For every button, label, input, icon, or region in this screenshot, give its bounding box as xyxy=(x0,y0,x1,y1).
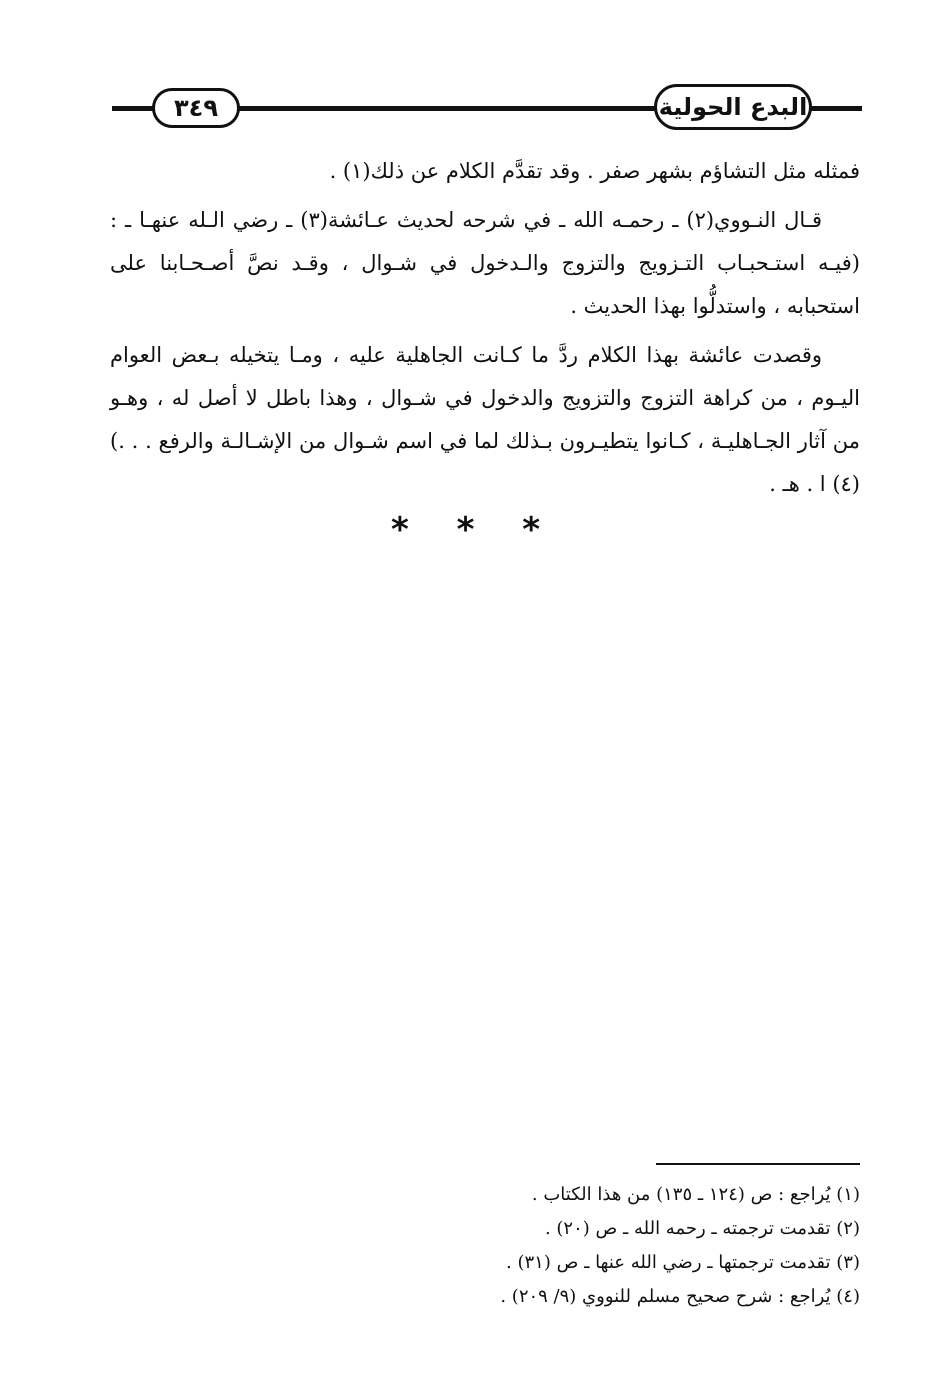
footnote-2: (٢) تقدمت ترجمته ـ رحمه الله ـ ص (٢٠) . xyxy=(544,1218,860,1239)
paragraph-1: فمثله مثل التشاؤم بشهر صفر . وقد تقدَّم الكلام عن ذلك(١) . xyxy=(329,159,860,183)
page-header xyxy=(112,84,862,134)
main-text xyxy=(110,150,860,512)
footnote-4: (٤) يُراجع : شرح صحيح مسلم للنووي (٩/ ٢٠٩) . xyxy=(500,1286,860,1307)
page-number: ٣٤٩ xyxy=(174,94,218,122)
page-number-frame xyxy=(152,88,240,128)
paragraph-2: قـال النـووي(٢) ـ رحمـه الله ـ في شرحه لحديث عـائشة(٣) ـ رضي الـله عنهـا ـ : (فيـه استـحبـاب التـزويج والتزوج والـدخول في شـوال ، وقـد نصَّ أصـحـابنا على استحبابه ، واستدلُّوا بهذا الحديث . xyxy=(110,208,860,318)
running-title-frame xyxy=(654,84,812,130)
footnotes xyxy=(300,1178,860,1314)
footnote-rule xyxy=(656,1163,860,1165)
paragraph-3: وقصدت عائشة بهذا الكلام ردَّ ما كـانت الجاهلية عليه ، ومـا يتخيله بـعض العوام اليـوم ، من كراهة التزوج والتزويج والدخول في شـوال ، وهذا باطل لا أصل له ، وهـو من آثار الجـاهليـة ، كـانوا يتطيـرون بـذلك لما في اسم شـوال من الإشـالـة والرفع . . .)(٤) ا . هـ . xyxy=(110,343,860,496)
running-title: البدع الحولية xyxy=(658,93,808,121)
footnote-3: (٣) تقدمت ترجمتها ـ رضي الله عنها ـ ص (٣١) . xyxy=(506,1252,860,1273)
section-separator: * * * xyxy=(390,510,558,550)
footnote-1: (١) يُراجع : ص (١٢٤ ـ ١٣٥) من هذا الكتاب . xyxy=(531,1184,860,1205)
